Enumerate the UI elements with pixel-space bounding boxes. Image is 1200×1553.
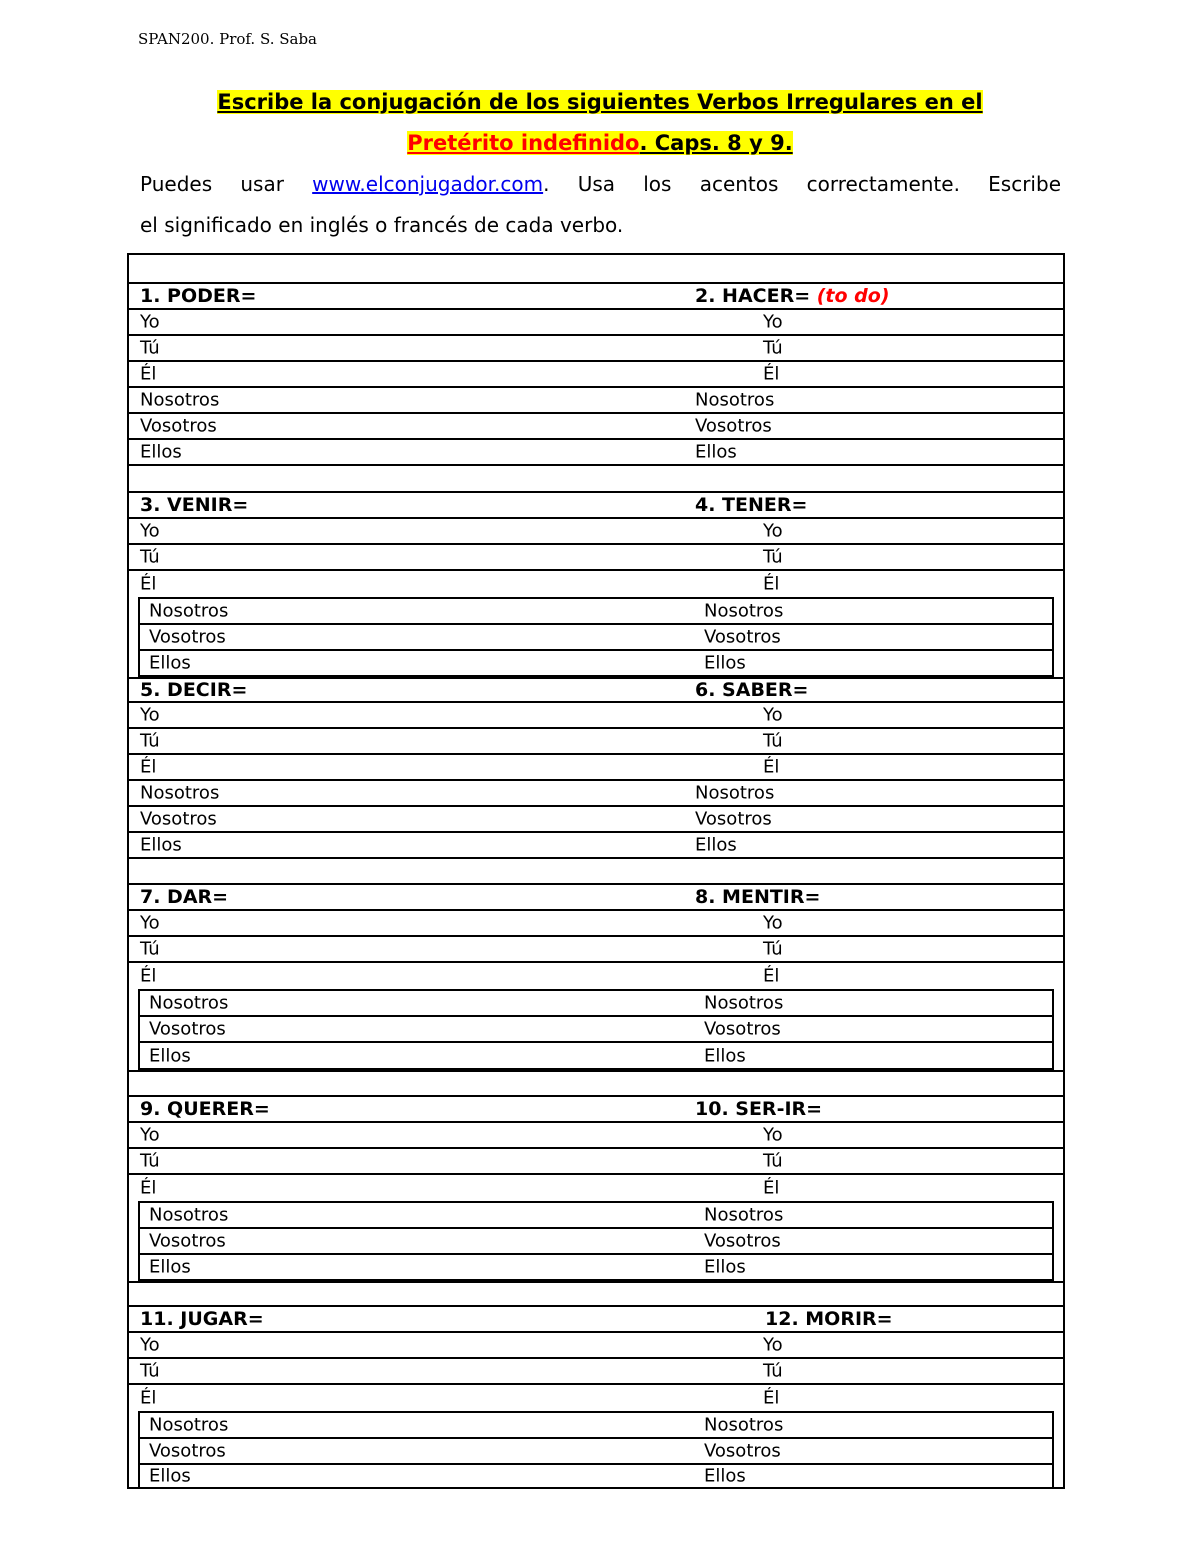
pronoun-label: Tú xyxy=(140,546,160,568)
pronoun-label: Tú xyxy=(140,1360,160,1382)
pronoun-label: Tú xyxy=(763,337,783,359)
pronoun-label: Tú xyxy=(140,730,160,752)
table-row[interactable] xyxy=(129,310,1063,336)
pronoun-label: Vosotros xyxy=(695,415,772,437)
pronoun-label: Ellos xyxy=(140,834,182,856)
pronoun-label: Ellos xyxy=(704,1045,746,1066)
pronoun-label: Yo xyxy=(763,704,783,726)
pronoun-label: Yo xyxy=(763,1334,783,1356)
verb-header-row xyxy=(129,885,1063,911)
table-row[interactable] xyxy=(129,833,1063,859)
table-row[interactable] xyxy=(129,963,1063,989)
table-row-empty xyxy=(129,1281,1063,1307)
pronoun-label: Nosotros xyxy=(704,1204,784,1226)
table-row[interactable] xyxy=(129,388,1063,414)
pronoun-label: Ellos xyxy=(704,1465,746,1487)
table-row-empty xyxy=(129,859,1063,885)
intro-line-1 xyxy=(140,172,1061,196)
pronoun-label: Él xyxy=(763,363,780,385)
pronoun-label: Tú xyxy=(763,730,783,752)
pronoun-label: Yo xyxy=(763,311,783,333)
pronoun-label: Vosotros xyxy=(704,626,781,648)
table-row[interactable] xyxy=(129,1333,1063,1359)
pronoun-label: Nosotros xyxy=(149,1414,229,1436)
table-row-empty xyxy=(129,1070,1063,1097)
pronoun-label: Él xyxy=(763,1177,780,1199)
table-row-empty xyxy=(129,466,1063,493)
table-row[interactable] xyxy=(140,1413,1052,1439)
table-row[interactable] xyxy=(129,545,1063,571)
pronoun-label: Él xyxy=(763,573,780,595)
conjugator-link[interactable]: www.elconjugador.com xyxy=(312,172,544,196)
table-row[interactable] xyxy=(140,1043,1052,1068)
pronoun-label: Vosotros xyxy=(704,1440,781,1462)
pronoun-label: Vosotros xyxy=(140,415,217,437)
table-row[interactable] xyxy=(140,991,1052,1017)
pronoun-label: Nosotros xyxy=(704,992,784,1014)
table-row[interactable] xyxy=(129,911,1063,937)
header-note: SPAN200. Prof. S. Saba xyxy=(138,30,318,48)
verb-label: 10. SER-IR= xyxy=(695,1098,823,1120)
inner-table xyxy=(138,989,1054,1070)
table-row[interactable] xyxy=(129,362,1063,388)
pronoun-label: Él xyxy=(140,1387,157,1409)
pronoun-label: Vosotros xyxy=(704,1230,781,1252)
pronoun-label: Tú xyxy=(763,938,783,960)
pronoun-label: Nosotros xyxy=(695,782,775,804)
table-row[interactable] xyxy=(140,1017,1052,1043)
pronoun-label: Tú xyxy=(763,1150,783,1172)
pronoun-label: Vosotros xyxy=(149,1018,226,1040)
pronoun-label: Tú xyxy=(140,337,160,359)
pronoun-label: Yo xyxy=(140,311,160,333)
pronoun-label: Nosotros xyxy=(704,600,784,622)
pronoun-label: Ellos xyxy=(149,1465,191,1487)
title-line-1 xyxy=(120,90,1080,114)
pronoun-label: Tú xyxy=(763,546,783,568)
verb-label: 9. QUERER= xyxy=(140,1098,270,1120)
verb-label: 6. SABER= xyxy=(695,679,809,701)
pronoun-label: Nosotros xyxy=(149,1204,229,1226)
verb-header-row xyxy=(129,1307,1063,1333)
pronoun-label: Ellos xyxy=(149,1045,191,1066)
pronoun-label: Yo xyxy=(140,1124,160,1146)
pronoun-label: Vosotros xyxy=(140,808,217,830)
intro-text: Puedes usar xyxy=(140,172,313,196)
pronoun-label: Yo xyxy=(763,912,783,934)
verb-label: 1. PODER= xyxy=(140,285,257,307)
table-row[interactable] xyxy=(129,755,1063,781)
table-row[interactable] xyxy=(129,440,1063,466)
pronoun-label: Nosotros xyxy=(149,600,229,622)
pronoun-label: Ellos xyxy=(149,652,191,674)
pronoun-label: Ellos xyxy=(704,1256,746,1278)
table-row[interactable] xyxy=(140,1255,1052,1279)
verb-label: 4. TENER= xyxy=(695,494,808,516)
verb-header-row xyxy=(129,493,1063,519)
table-row[interactable] xyxy=(140,1203,1052,1229)
table-row[interactable] xyxy=(140,625,1052,651)
table-row[interactable] xyxy=(129,937,1063,963)
pronoun-label: Nosotros xyxy=(149,992,229,1014)
title-text: Escribe la conjugación de los siguientes Verbos Irregulares en el xyxy=(217,90,983,114)
table-row[interactable] xyxy=(129,1123,1063,1149)
pronoun-label: Ellos xyxy=(149,1256,191,1278)
table-row[interactable] xyxy=(129,414,1063,440)
table-row[interactable] xyxy=(140,651,1052,675)
pronoun-label: Nosotros xyxy=(140,782,220,804)
pronoun-label: Yo xyxy=(140,1334,160,1356)
pronoun-label: Tú xyxy=(763,1360,783,1382)
verb-label: 5. DECIR= xyxy=(140,679,248,701)
verb-label: 8. MENTIR= xyxy=(695,886,821,908)
inner-table xyxy=(138,1201,1054,1281)
verb-label: 12. MORIR= xyxy=(765,1308,893,1330)
pronoun-label: Él xyxy=(140,363,157,385)
table-row[interactable] xyxy=(129,807,1063,833)
pronoun-label: Vosotros xyxy=(149,1440,226,1462)
pronoun-label: Yo xyxy=(140,912,160,934)
pronoun-label: Él xyxy=(140,573,157,595)
verb-meaning-note: (to do) xyxy=(816,285,890,307)
pronoun-label: Vosotros xyxy=(149,1230,226,1252)
intro-text-2: . Usa los acentos correctamente. Escribe xyxy=(543,172,1061,196)
table-row[interactable] xyxy=(129,336,1063,362)
table-row[interactable] xyxy=(129,519,1063,545)
pronoun-label: Él xyxy=(763,1387,780,1409)
pronoun-label: Él xyxy=(140,756,157,778)
table-row[interactable] xyxy=(129,781,1063,807)
pronoun-label: Ellos xyxy=(140,441,182,463)
table-row[interactable] xyxy=(129,1359,1063,1385)
pronoun-label: Yo xyxy=(140,520,160,542)
verb-label: 11. JUGAR= xyxy=(140,1308,264,1330)
verb-header-row xyxy=(129,677,1063,703)
pronoun-label: Él xyxy=(763,756,780,778)
pronoun-label: Tú xyxy=(140,1150,160,1172)
pronoun-label: Vosotros xyxy=(704,1018,781,1040)
pronoun-label: Él xyxy=(140,1177,157,1199)
table-row[interactable] xyxy=(140,1439,1052,1465)
pronoun-label: Vosotros xyxy=(695,808,772,830)
title-chapters: . Caps. 8 y 9. xyxy=(639,131,793,155)
pronoun-label: Ellos xyxy=(704,652,746,674)
table-row[interactable] xyxy=(129,1385,1063,1411)
title-tense: Pretérito indefinido xyxy=(407,131,640,155)
pronoun-label: Nosotros xyxy=(695,389,775,411)
table-row[interactable] xyxy=(129,1149,1063,1175)
verb-header-row xyxy=(129,1097,1063,1123)
verb-label: 3. VENIR= xyxy=(140,494,249,516)
pronoun-label: Vosotros xyxy=(149,626,226,648)
inner-table xyxy=(138,597,1054,677)
pronoun-label: Él xyxy=(140,965,157,987)
table-row[interactable] xyxy=(140,1465,1052,1487)
pronoun-label: Ellos xyxy=(695,441,737,463)
pronoun-label: Ellos xyxy=(695,834,737,856)
pronoun-label: Nosotros xyxy=(140,389,220,411)
inner-table xyxy=(138,1411,1054,1489)
table-row[interactable] xyxy=(140,1229,1052,1255)
title-line-2 xyxy=(120,131,1080,155)
intro-line-2: el significado en inglés o francés de cada verbo. xyxy=(140,213,624,237)
verb-label: 2. HACER= (to do) xyxy=(695,285,890,307)
pronoun-label: Yo xyxy=(140,704,160,726)
pronoun-label: Nosotros xyxy=(704,1414,784,1436)
table-row[interactable] xyxy=(140,599,1052,625)
verb-header-row xyxy=(129,284,1063,310)
table-row-empty xyxy=(129,255,1063,284)
pronoun-label: Yo xyxy=(763,520,783,542)
conjugation-table xyxy=(127,253,1065,1489)
pronoun-label: Tú xyxy=(140,938,160,960)
table-row[interactable] xyxy=(129,1175,1063,1201)
pronoun-label: Él xyxy=(763,965,780,987)
pronoun-label: Yo xyxy=(763,1124,783,1146)
table-row[interactable] xyxy=(129,729,1063,755)
verb-label: 7. DAR= xyxy=(140,886,229,908)
table-row[interactable] xyxy=(129,703,1063,729)
table-row[interactable] xyxy=(129,571,1063,597)
